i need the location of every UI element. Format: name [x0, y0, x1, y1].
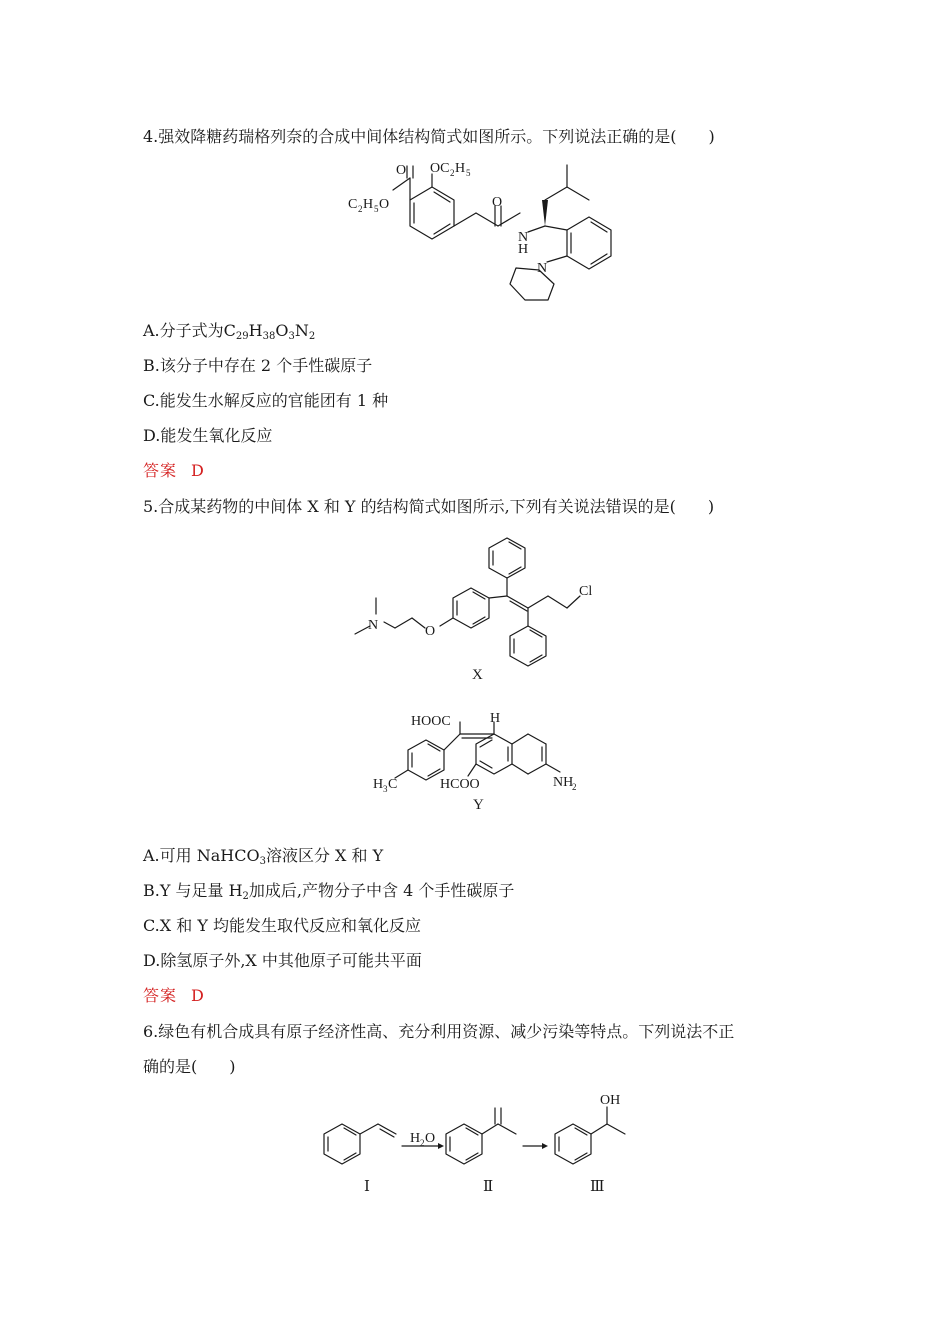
- q4-ester-carbonyl-o: O: [396, 163, 407, 178]
- q5-stem: 5.合成某药物的中间体 X 和 Y 的结构简式如图所示,下列有关说法错误的是( ): [143, 497, 715, 516]
- answer-value: D: [191, 461, 204, 480]
- q5-option-d: D.除氢原子外,X 中其他原子可能共平面: [143, 951, 422, 970]
- x-o: O: [425, 624, 436, 639]
- oh-label: OH: [600, 1093, 621, 1108]
- q4-option-a: A.分子式为$C_{29}H_{38}O_3N_2$: [143, 321, 316, 342]
- y-h3c-sub: 3: [383, 784, 388, 794]
- benzene-ring-1: [324, 1124, 360, 1164]
- y-h3c-h: H: [373, 777, 384, 792]
- q4-ester-sub5: 5: [374, 204, 379, 214]
- compound-label-1: Ⅰ: [364, 1179, 370, 1195]
- q4-amide-h: H: [518, 242, 529, 257]
- y-hooc: HOOC: [411, 714, 451, 729]
- q4-ethoxy-sub5: 5: [466, 168, 471, 178]
- answer-label: 答案: [143, 461, 178, 480]
- y-caption: Y: [473, 797, 484, 813]
- q6-stem-line2: 确的是( ): [143, 1057, 236, 1076]
- y-nh: NH: [553, 775, 574, 790]
- reagent-o: O: [425, 1131, 436, 1146]
- y-h3c-c: C: [388, 777, 398, 792]
- q4-amide-o: O: [492, 195, 503, 210]
- q4-ethoxy-h: H: [455, 161, 466, 176]
- reagent-h: H: [410, 1131, 421, 1146]
- benzene-ring-2: [446, 1124, 482, 1164]
- x-n: N: [368, 618, 379, 633]
- y-nh-sub: 2: [572, 782, 577, 792]
- x-caption: X: [472, 667, 483, 683]
- q4-option-d: D.能发生氧化反应: [143, 426, 273, 445]
- q4-ethoxy-sub2: 2: [450, 168, 455, 178]
- q4-option-b: B.该分子中存在 2 个手性碳原子: [143, 356, 373, 375]
- benzene-ring-3: [555, 1124, 591, 1164]
- q4-ester-h: H: [363, 197, 374, 212]
- q4-ethoxy-oc: OC: [430, 161, 450, 176]
- reagent-sub: 2: [420, 1138, 425, 1148]
- q4-ester-sub2: 2: [358, 204, 363, 214]
- q4-stem: 4.强效降糖药瑞格列奈的合成中间体结构简式如图所示。下列说法正确的是( ): [143, 127, 715, 146]
- answer-value: D: [191, 986, 204, 1005]
- compound-label-3: Ⅲ: [590, 1179, 605, 1195]
- x-cl: Cl: [579, 584, 593, 599]
- answer-label: 答案: [143, 986, 178, 1005]
- q5-option-a: A.可用 NaHCO$_3$溶液区分 X 和 Y: [143, 846, 384, 867]
- q4-amide-n: N: [518, 230, 529, 245]
- q4-ester-o: O: [379, 197, 390, 212]
- q5-option-c: C.X 和 Y 均能发生取代反应和氧化反应: [143, 916, 421, 935]
- q5-option-b: B.Y 与足量 $H_2$加成后,产物分子中含 4 个手性碳原子: [143, 881, 515, 902]
- q6-stem-line1: 6.绿色有机合成具有原子经济性高、充分利用资源、减少污染等特点。下列说法不正: [143, 1022, 735, 1041]
- q4-piperidine-n: N: [537, 261, 548, 276]
- q4-option-c: C.能发生水解反应的官能团有 1 种: [143, 391, 389, 410]
- y-hcoo: HCOO: [440, 777, 480, 792]
- q4-ester-c: C: [348, 197, 358, 212]
- compound-label-2: Ⅱ: [483, 1179, 494, 1195]
- y-h: H: [490, 711, 501, 726]
